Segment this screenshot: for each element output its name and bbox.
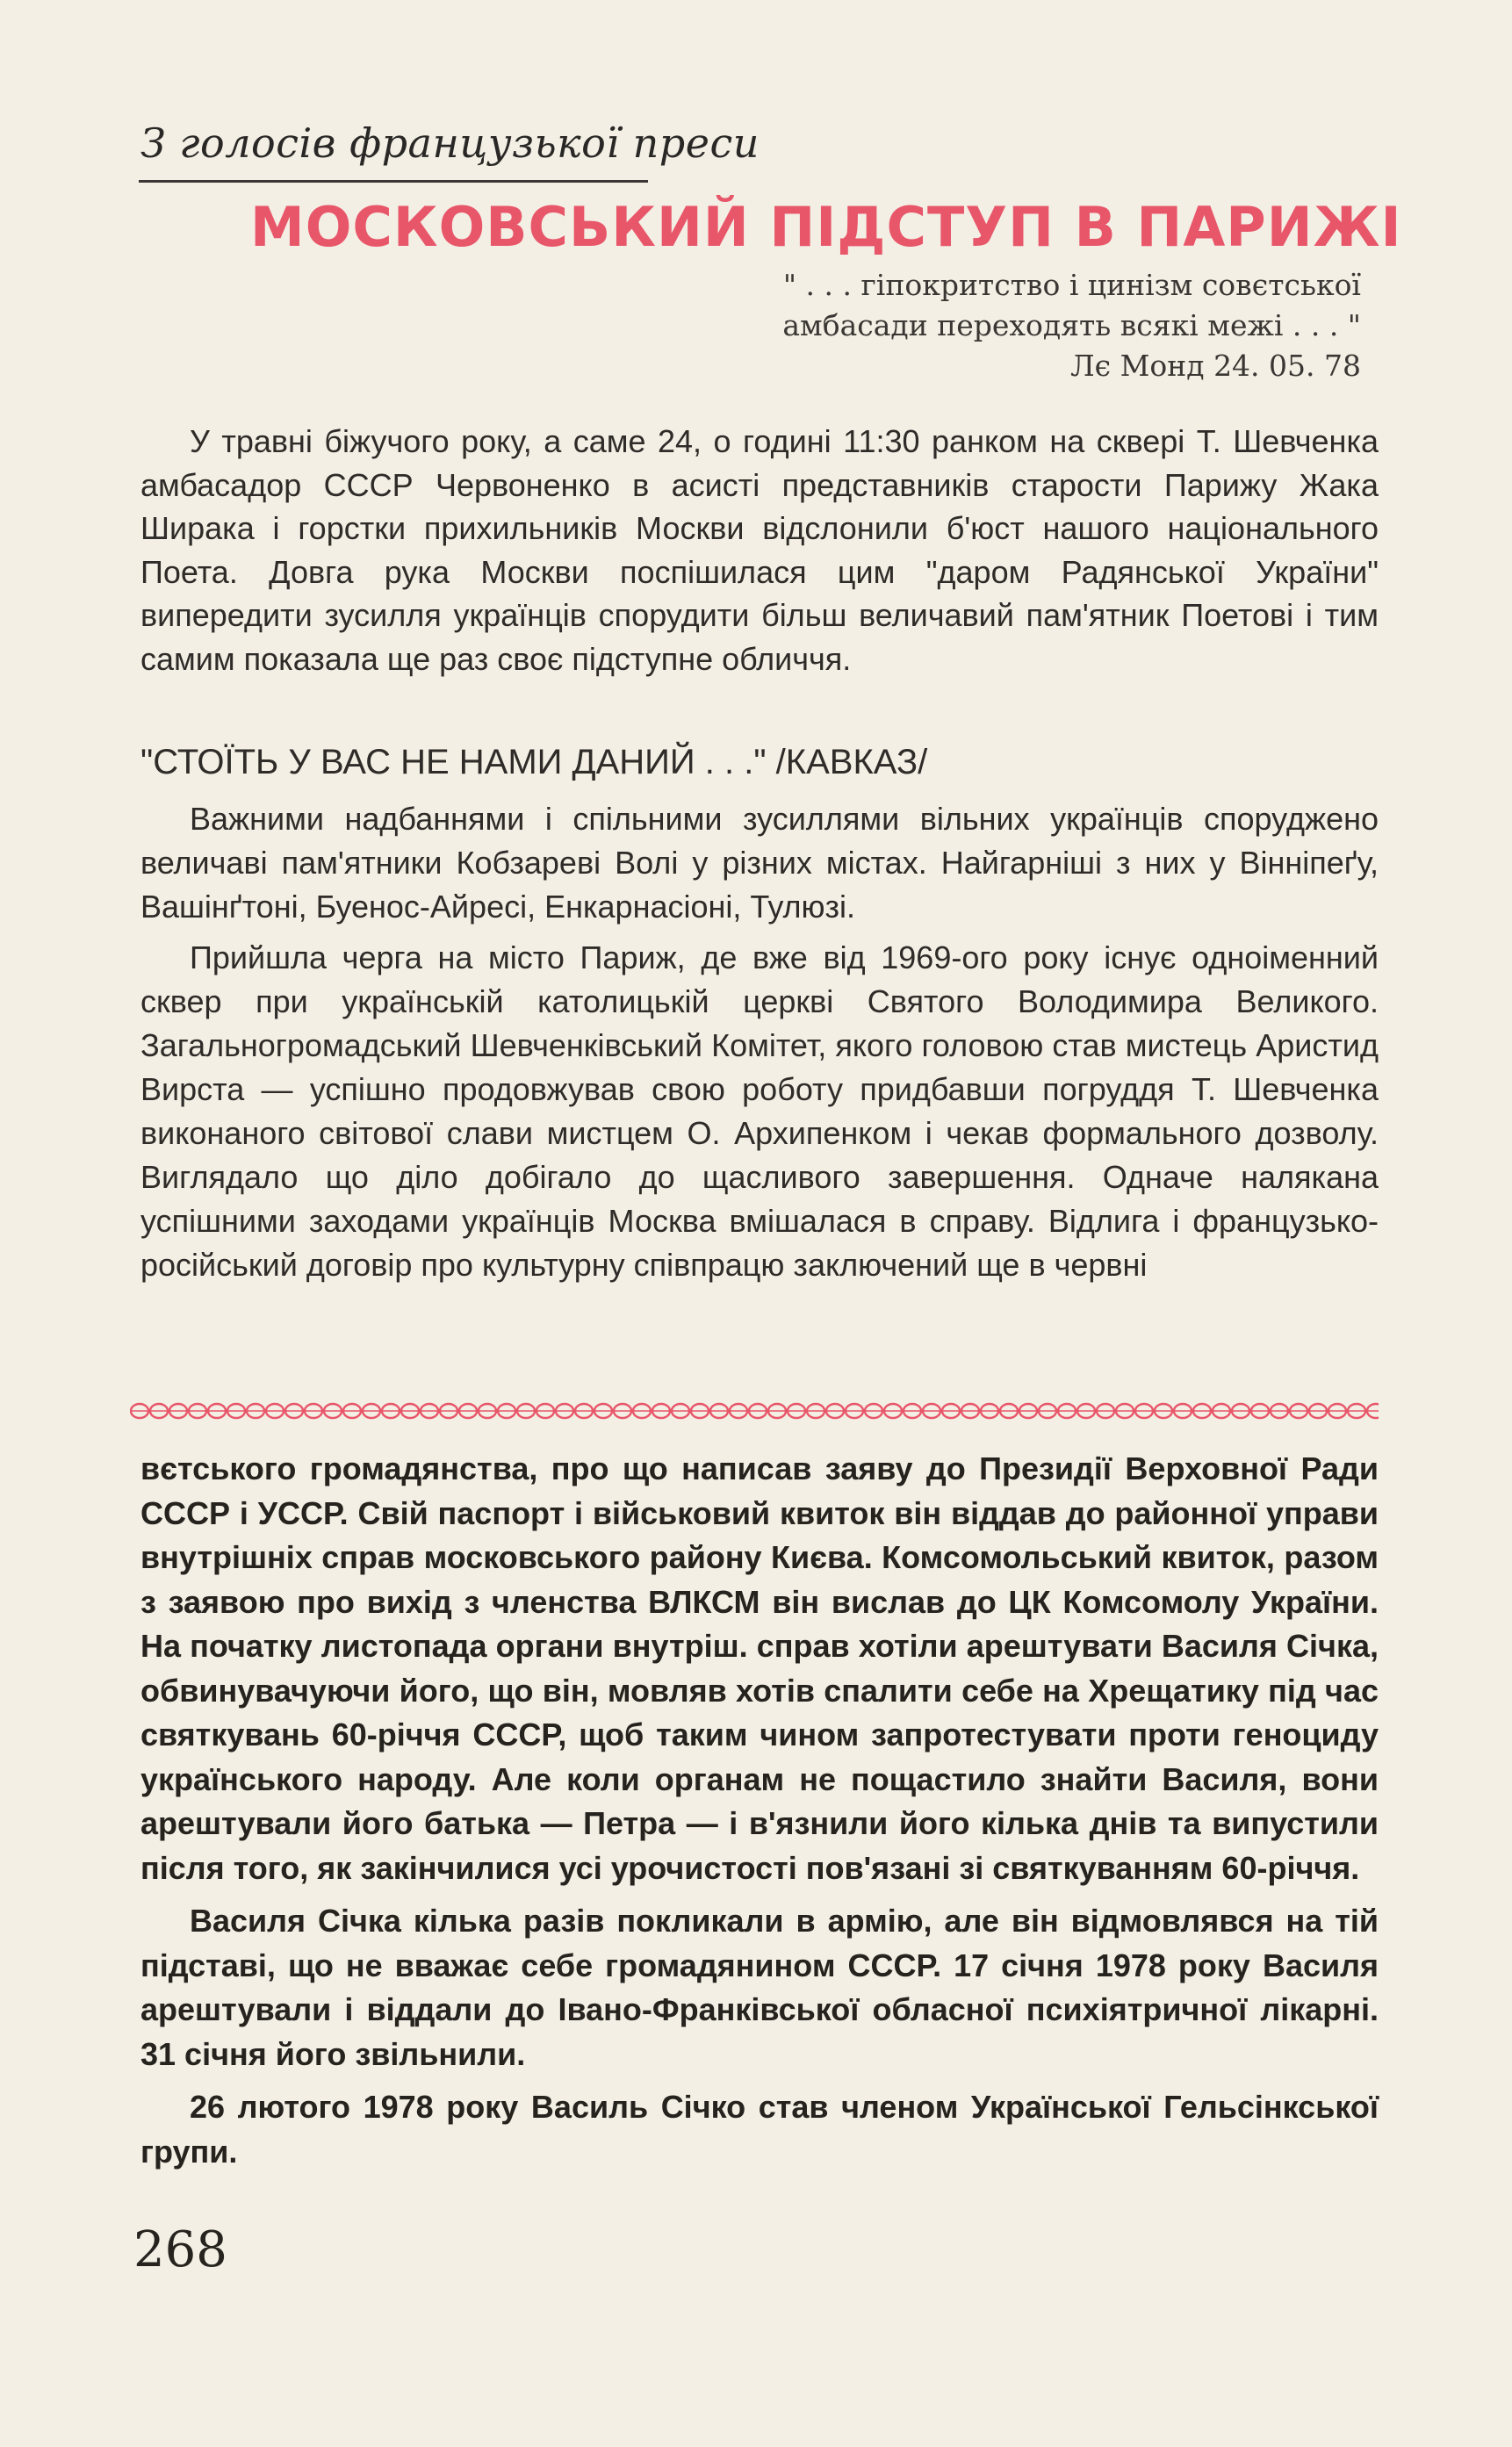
continuation-text: [140, 1447, 1379, 2183]
section-underline: [139, 180, 648, 183]
article-intro: [140, 420, 1379, 680]
continuation-paragraph-1: вєтського громадянства, про що написав заяву до Президії Верховної Ради СССР і УССР. Свій паспорт і військовий квиток він віддав до районної управи внутрішніх справ московського району Києва. Комсомольський квиток, разом з заявою про вихід з членства ВЛКСМ він вислав до ЦК Комсомолу України. На початку листопада органи внутріш. справ хотіли арештувати Василя Січка, обвинувачуючи його, що він, мовляв хотів спалити себе на Хрещатику під час святкувань 60-річчя СССР, щоб таким чином запротестувати проти геноциду українського народу. Але коли органам не пощастило знайти Василя, вони арештували його батька — Петра — і в'язнили його кілька днів та випустили після того, як закінчилися усі урочистості пов'язані зі святкуванням 60-річчя.: [140, 1450, 1379, 1886]
continuation-paragraph-2: Василя Січка кілька разів покликали в армію, але він відмовлявся на тій підставі, що не вважає себе громадянином СССР. 17 січня 1978 року Василя арештували і віддали до Івано-Франківської обласної психіятричної лікарні. 31 січня його звільнили.: [140, 1903, 1379, 2072]
epigraph-line-2: амбасади переходять всякі межі . . . ": [782, 308, 1361, 342]
article-paragraph-2: Важними надбаннями і спільними зусиллями вільних українців споруджено величаві пам'ятники Кобзареві Волі у різних містах. Найгарніші з них у Вінніпеґу, Вашінґтоні, Буенос-Айресі, Енкарнасіоні, Тулюзі.: [140, 801, 1379, 925]
article-paragraph-3: Прийшла черга на місто Париж, де вже від 1969-ого року існує одноіменний сквер при українській католицькій церкві Святого Володимира Великого. Загальногромадський Шевченківський Комітет, якого головою став мистець Аристид Вирста — успішно продовжував свою роботу придбавши погруддя Т. Шевченка виконаного світової слави мистцем О. Архипенком і чекав формального дозволу. Виглядало що діло добігало до щасливого завершення. Одначе налякана успішними заходами українців Москва вмішалася в справу. Відлига і французько-російський договір про культурну співпрацю заключений ще в червні: [140, 939, 1379, 1283]
continuation-paragraph-3: 26 лютого 1978 року Василь Січко став членом Української Гельсінкської групи.: [140, 2089, 1379, 2170]
epigraph-line-1: " . . . гіпокритство і цинізм совєтської: [782, 268, 1361, 302]
article-body: [140, 797, 1379, 1294]
epigraph-source: Лє Монд 24. 05. 78: [1070, 349, 1361, 383]
page-number: 268: [133, 2221, 227, 2278]
section-label: З голосів французької преси: [140, 119, 760, 167]
article-paragraph-1: У травні біжучого року, а саме 24, о годині 11:30 ранком на сквері Т. Шевченка амбасадор СССР Червоненко в асисті представників старости Парижу Жака Ширака і горстки прихильників Москви відслонили б'юст нашого національного Поета. Довга рука Москви поспішилася цим "даром Радянської України" випередити зусилля українців спорудити більш величавий пам'ятник Поетові і тим самим показала ще раз своє підступне обличчя.: [140, 423, 1379, 677]
callout-heading: "СТОЇТЬ У ВАС НЕ НАМИ ДАНИЙ . . ." /КАВКАЗ/: [140, 743, 928, 781]
headline: МОСКОВСЬКИЙ ПІДСТУП В ПАРИЖІ: [250, 195, 1402, 259]
decorative-divider: [130, 1398, 1379, 1424]
epigraph: [571, 265, 1361, 386]
